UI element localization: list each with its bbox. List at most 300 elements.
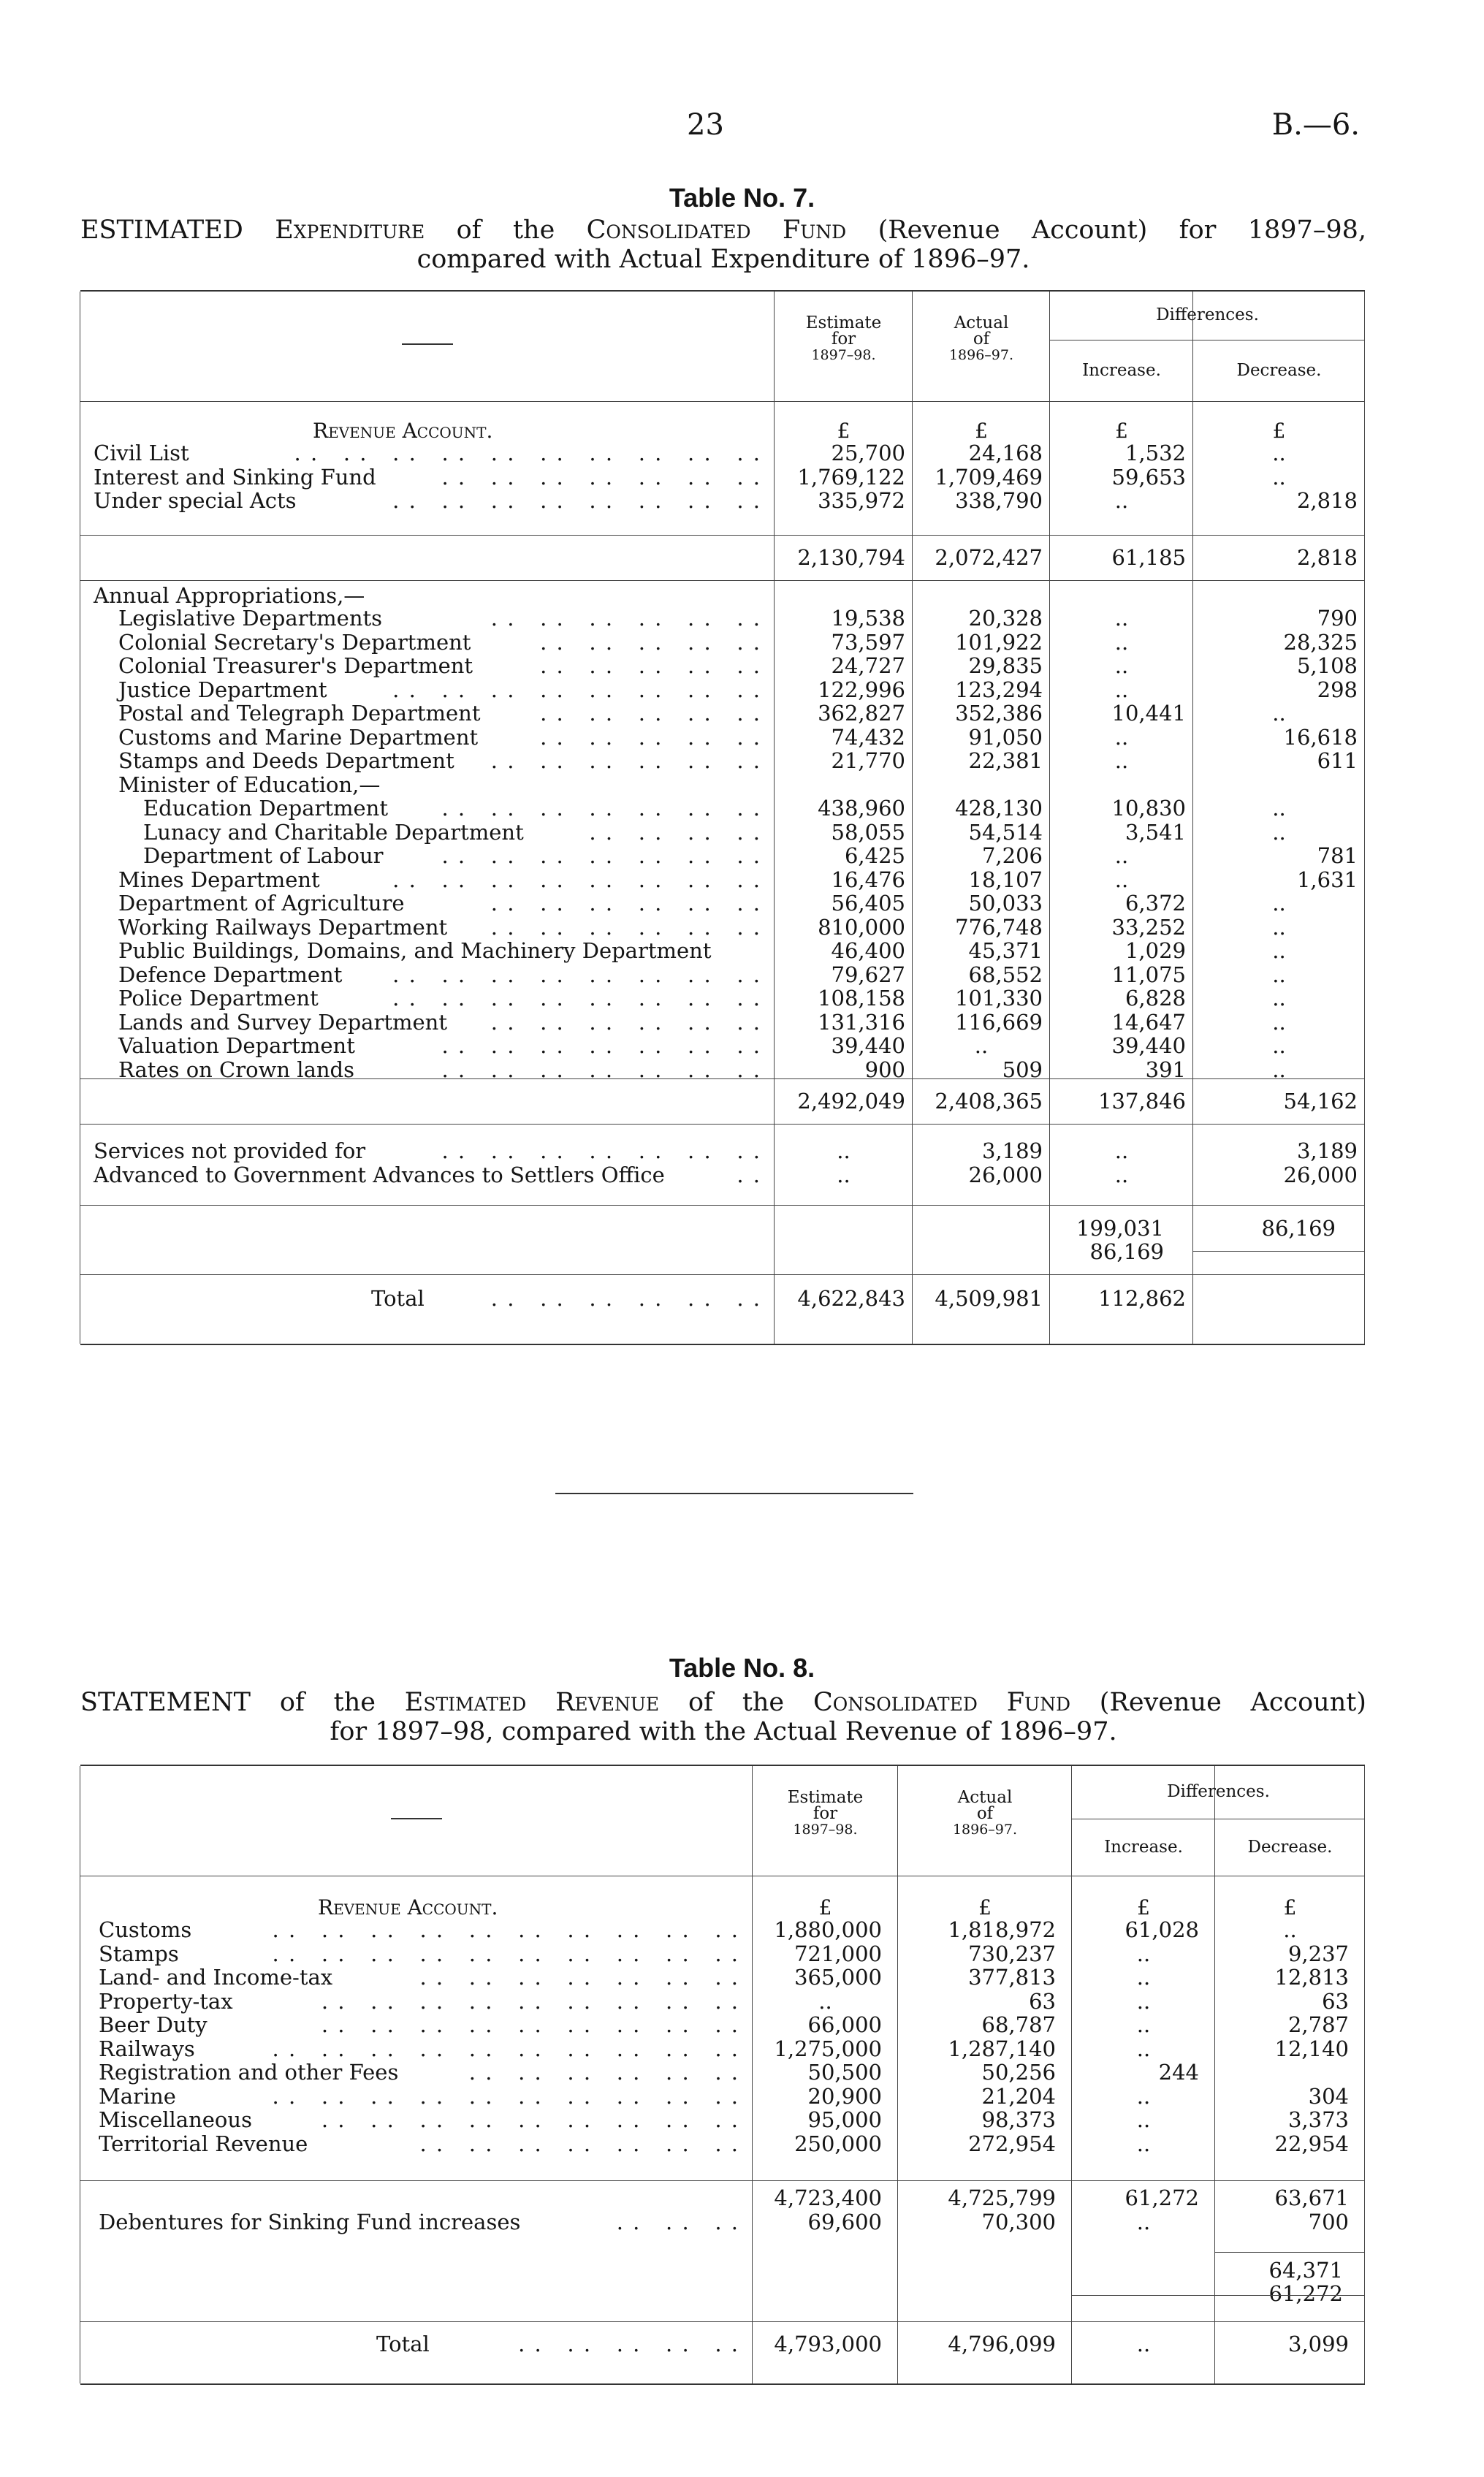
table8-row-label: Beer Duty <box>99 2012 208 2037</box>
table7-header-actual-line: 1896–97. <box>948 347 1014 363</box>
table7-row-decrease: 26,000 <box>1283 1162 1358 1187</box>
table7-header-estimate <box>775 315 913 363</box>
table8-caption <box>80 1688 1366 1746</box>
table7-row-decrease: 5,108 <box>1296 653 1358 678</box>
table7-row-actual: 26,000 <box>968 1162 1043 1187</box>
table7-row-label: Police Department <box>118 986 319 1011</box>
table7-row-decrease: .. <box>1272 938 1286 963</box>
table8-row-actual: 98,373 <box>981 2107 1056 2132</box>
table7-row <box>80 606 1365 630</box>
table8-row-decrease: 63 <box>1322 1988 1349 2014</box>
table8-total-leader: . . . . . . . . . . <box>518 2332 739 2356</box>
table7-row-increase: 14,647 <box>1111 1009 1186 1035</box>
table7-header-actual-line: of <box>973 330 990 349</box>
table8-row-label: Railways <box>99 2036 195 2061</box>
table7-row-leader: . . . . . . . . . . <box>540 629 761 655</box>
table7-row-estimate: 25,700 <box>831 441 905 465</box>
table7-row-increase: .. <box>1114 724 1129 750</box>
table7-row-estimate: 21,770 <box>831 748 905 773</box>
table7-row-estimate: 6,425 <box>844 843 905 868</box>
table7-row-decrease: .. <box>1272 701 1286 726</box>
table7-row-label: Stamps and Deeds Department <box>118 748 454 773</box>
table8-row-label: Territorial Revenue <box>99 2131 308 2156</box>
table8-sum-decrease: 64,371 <box>1268 2258 1343 2283</box>
table7-row-decrease: .. <box>1272 819 1286 845</box>
table7-header-estimate-line: 1897–98. <box>811 347 876 363</box>
table7-row-actual: 3,189 <box>981 1138 1043 1163</box>
table7-row-actual: 50,033 <box>968 891 1043 916</box>
table7-row-label: Colonial Treasurer's Department <box>118 653 473 678</box>
table8-row-increase: .. <box>1136 2012 1151 2037</box>
table7-row-actual: 428,130 <box>955 796 1043 821</box>
table7-row-decrease: .. <box>1272 1009 1286 1035</box>
table8-row-actual: 21,204 <box>981 2083 1056 2109</box>
table8-row-decrease: 22,954 <box>1274 2131 1349 2156</box>
table7-row-increase: .. <box>1114 653 1129 678</box>
table7-group2-total-estimate: 2,492,049 <box>797 1089 905 1114</box>
table8-debentures-decrease: 700 <box>1308 2210 1349 2234</box>
table7-row <box>80 844 1365 867</box>
table7-row-increase: .. <box>1114 677 1129 702</box>
table7-row-decrease: 2,818 <box>1296 488 1358 513</box>
table7-row-increase: 39,440 <box>1111 1033 1186 1058</box>
table7-row-estimate: 39,440 <box>831 1033 905 1058</box>
table7-total <box>80 1287 1365 1310</box>
table7-row-label: Colonial Secretary's Department <box>118 629 471 655</box>
table7-currency: £ <box>837 419 851 443</box>
table8-row-increase: .. <box>1136 2107 1151 2132</box>
table8-row-actual: 68,787 <box>981 2012 1056 2037</box>
table7-row <box>80 1139 1365 1163</box>
table7-row-label: Working Railways Department <box>118 914 448 940</box>
table7-row-label: Legislative Departments <box>118 606 383 631</box>
table7-header-differences: Differences. <box>1156 305 1259 324</box>
table7-header-estimate-line: Estimate <box>805 313 882 332</box>
table7-header-decrease: Decrease. <box>1236 361 1322 380</box>
table8-row-increase: .. <box>1136 2036 1151 2061</box>
table7-row-actual: 24,168 <box>968 441 1043 465</box>
table7-row-decrease: .. <box>1272 441 1286 465</box>
table7-row <box>80 701 1365 725</box>
table8 <box>80 1765 1365 2385</box>
table7-row-actual: 20,328 <box>968 606 1043 631</box>
table8-row-decrease: 12,813 <box>1274 1965 1349 1990</box>
table8-row <box>80 1990 1365 2013</box>
table8-stub-dash <box>391 1818 442 1819</box>
table7-row-decrease: .. <box>1272 986 1286 1011</box>
table8-row <box>80 2132 1365 2156</box>
table7-group1-total-actual: 2,072,427 <box>935 545 1043 570</box>
table8-row-actual: 1,287,140 <box>948 2036 1056 2061</box>
table8-header-actual-line: Actual <box>957 1788 1013 1807</box>
table8-row-increase: 244 <box>1158 2060 1199 2085</box>
table8-header-increase: Increase. <box>1104 1838 1183 1857</box>
table7-row-actual: 91,050 <box>968 724 1043 750</box>
table7-header-actual <box>913 315 1050 363</box>
table8-header-actual-line: of <box>976 1804 994 1823</box>
table7-row-decrease: .. <box>1272 796 1286 821</box>
table8-row-estimate: 365,000 <box>794 1965 882 1990</box>
table8-row-decrease: 3,373 <box>1287 2107 1349 2132</box>
table7-currency: £ <box>1272 419 1286 443</box>
table8-row-label: Land- and Income-tax <box>99 1965 333 1990</box>
table7-row <box>80 1058 1365 1081</box>
table7-row-leader: . . . . . . . . . . . . . . <box>441 464 761 490</box>
table7-row-increase: .. <box>1114 629 1129 655</box>
table7-row-actual: 22,381 <box>968 748 1043 773</box>
table7-row-decrease: .. <box>1272 891 1286 916</box>
table8-total-decrease: 3,099 <box>1287 2332 1349 2356</box>
table8-row-estimate: 1,275,000 <box>774 2036 882 2061</box>
table8-row-increase: .. <box>1136 2083 1151 2109</box>
table7-row-decrease: 298 <box>1317 677 1358 702</box>
table7-row <box>80 1163 1365 1187</box>
table7-row-actual: 1,709,469 <box>935 464 1043 490</box>
table7-row <box>80 489 1365 512</box>
table7-row-leader: . . . . . . . . . . . . . . <box>441 1138 761 1163</box>
table7-row-decrease: 28,325 <box>1283 629 1358 655</box>
table8-subtotal-decrease: 63,671 <box>1274 2185 1349 2210</box>
table8-row-estimate: 20,900 <box>807 2083 882 2109</box>
table7-total-estimate: 4,622,843 <box>797 1286 905 1311</box>
table7-row <box>80 868 1365 891</box>
table8-debentures <box>80 2210 1365 2234</box>
table7-row-label: Customs and Marine Department <box>118 724 479 750</box>
table8-subtotal <box>80 2186 1365 2210</box>
table7-row-actual: 509 <box>1002 1057 1043 1082</box>
table8-row-increase: .. <box>1136 1965 1151 1990</box>
table7-row-estimate: 1,769,122 <box>797 464 905 490</box>
table8-row-decrease: 9,237 <box>1287 1941 1349 1966</box>
table8-row-label: Registration and other Fees <box>99 2060 399 2085</box>
table7-row-increase: 391 <box>1145 1057 1186 1082</box>
table8-row-estimate: 721,000 <box>794 1941 882 1966</box>
table7-row-label: Department of Labour <box>143 843 384 868</box>
table7-row-estimate: 19,538 <box>831 606 905 631</box>
table8-total-rule <box>80 2321 1365 2322</box>
table8-row-estimate: 95,000 <box>807 2107 882 2132</box>
table7-currency: £ <box>1115 419 1128 443</box>
table7-row-leader: . . . . . . . . . . . . . . . . <box>392 488 761 513</box>
table7-header-estimate-line: for <box>831 330 856 349</box>
table8-header-estimate-line: Estimate <box>787 1788 864 1807</box>
table8-currency: £ <box>818 1895 832 1919</box>
table7-row-label: Department of Agriculture <box>118 891 405 916</box>
table7-total-actual: 4,509,981 <box>935 1286 1043 1311</box>
table7-row-estimate: .. <box>837 1162 851 1187</box>
table7-row <box>80 441 1365 465</box>
table7-row-leader: . . . . . . . . . . <box>540 653 761 678</box>
table7-row-leader: . . . . . . . . . . . . <box>490 891 761 916</box>
table8-header-actual-line: 1896–97. <box>952 1822 1018 1838</box>
table7-row-label: Justice Department <box>118 677 327 702</box>
table7-group2-total-actual: 2,408,365 <box>935 1089 1043 1114</box>
table8-header-estimate-line: 1897–98. <box>793 1822 858 1838</box>
table7-row-estimate: 79,627 <box>831 962 905 987</box>
table7-row-increase: 10,830 <box>1111 796 1186 821</box>
table8-row <box>80 1966 1365 1989</box>
table7-group1-total-increase: 61,185 <box>1111 545 1186 570</box>
table8-row-label: Property-tax <box>99 1988 233 2014</box>
table7-row-estimate: 900 <box>864 1057 905 1082</box>
table7-row-leader: . . . . . . . . . . . . . . . . <box>392 677 761 702</box>
table7-row-increase: 1,532 <box>1125 441 1186 465</box>
table7-row-leader: . . . . . . . . . . . . <box>490 748 761 773</box>
table7-row-label: Defence Department <box>118 962 343 987</box>
table7-group2-total-increase: 137,846 <box>1098 1089 1186 1114</box>
table7-row-label: Services not provided for <box>94 1138 366 1163</box>
table7-row-leader: . . . . . . . . . . . . <box>490 914 761 940</box>
table8-header-decrease: Decrease. <box>1247 1838 1333 1857</box>
table7-caption-line2: compared with Actual Expenditure of 1896–97. <box>416 245 1030 274</box>
table7-total-leader: . . . . . . . . . . . . <box>490 1286 761 1311</box>
table7-row-increase: .. <box>1114 843 1129 868</box>
table7-row-estimate: 131,316 <box>818 1009 905 1035</box>
table7-row <box>80 654 1365 677</box>
table7-row-estimate: 108,158 <box>818 986 905 1011</box>
table7-row-label: Public Buildings, Domains, and Machinery Department <box>118 938 712 963</box>
table7-row-estimate: 74,432 <box>831 724 905 750</box>
table7-row-leader: . . . . . . . . . . . . . . <box>441 796 761 821</box>
table7-row-estimate: 335,972 <box>818 488 905 513</box>
table7-row-decrease: 790 <box>1317 606 1358 631</box>
table7-row-increase: .. <box>1114 1138 1129 1163</box>
table7-row <box>80 1034 1365 1057</box>
table7-row <box>80 773 1365 796</box>
table7-row-label: Lunacy and Charitable Department <box>143 819 524 845</box>
table7-row <box>80 678 1365 701</box>
table8-row-estimate: 50,500 <box>807 2060 882 2085</box>
table8-subtotal-rule <box>80 2180 1365 2181</box>
table7-row-label: Mines Department <box>118 867 320 892</box>
table7-row <box>80 796 1365 820</box>
table7-row <box>80 631 1365 654</box>
table8-total <box>80 2332 1365 2356</box>
table8-row-estimate: 66,000 <box>807 2012 882 2037</box>
table7-row-increase: 11,075 <box>1111 962 1186 987</box>
table7-row-increase: 6,828 <box>1125 986 1186 1011</box>
table8-row <box>80 2085 1365 2108</box>
table7-row-decrease: .. <box>1272 914 1286 940</box>
table8-row-actual: 377,813 <box>968 1965 1056 1990</box>
table7-group1-total-decrease: 2,818 <box>1296 545 1358 570</box>
table7-row-estimate: 16,476 <box>831 867 905 892</box>
table7-row-leader: . . . . . . . . . . <box>540 701 761 726</box>
table8-row-leader: . . . . . . . . . . . . . . <box>419 2131 739 2156</box>
table7-subtotal-rule <box>80 535 1365 536</box>
table7-row-increase: .. <box>1114 488 1129 513</box>
table7-total-rule <box>80 1274 1365 1275</box>
table7-subtotal-rule <box>80 580 1365 581</box>
table7-row-actual: 338,790 <box>955 488 1043 513</box>
table7-row-actual: 18,107 <box>968 867 1043 892</box>
table8-row-label: Stamps <box>99 1941 179 1966</box>
table7-annual-label <box>80 584 1365 607</box>
table7-header-increase: Increase. <box>1082 361 1161 380</box>
table8-row-actual: 272,954 <box>968 2131 1056 2156</box>
table7-row-actual: 116,669 <box>955 1009 1043 1035</box>
table7-row <box>80 726 1365 749</box>
table7-row-estimate: 24,727 <box>831 653 905 678</box>
series-reference: B.—6. <box>1271 108 1360 142</box>
table8-debentures-increase: .. <box>1136 2210 1151 2234</box>
table8-row <box>80 1918 1365 1941</box>
table7-currency: £ <box>975 419 988 443</box>
table7-total-label: Total <box>371 1286 425 1311</box>
table7-row-leader: . . . . . . . . . . . . <box>490 606 761 631</box>
table8-row <box>80 2061 1365 2084</box>
table7-row-decrease: 1,631 <box>1296 867 1358 892</box>
table7-row <box>80 916 1365 939</box>
table7-row-estimate: 438,960 <box>818 796 905 821</box>
table8-row <box>80 2108 1365 2131</box>
table7-row-actual: 45,371 <box>968 938 1043 963</box>
table8-subtotal-actual: 4,725,799 <box>948 2185 1056 2210</box>
table7-sum-rule <box>80 1205 1365 1206</box>
table7-row-leader: . . . . . . . . . . <box>540 724 761 750</box>
table7-row-estimate: 73,597 <box>831 629 905 655</box>
table7-row-label: Education Department <box>143 796 389 821</box>
table8-header-differences: Differences. <box>1167 1782 1270 1801</box>
table7-row-actual: 352,386 <box>955 701 1043 726</box>
table7 <box>80 290 1365 1345</box>
table8-row-estimate: 250,000 <box>794 2131 882 2156</box>
table8-caption-line1: STATEMENT of the Estimated Revenue of the Consolidated Fund (Revenue Account) <box>80 1688 1366 1717</box>
table7-row-label: Civil List <box>94 441 189 465</box>
table8-row-leader: . . . . . . . . . . . . . . . . . . . . <box>272 2036 739 2061</box>
table8-total-estimate: 4,793,000 <box>774 2332 882 2356</box>
table8-row-leader: . . . . . . . . . . . . . . <box>419 1965 739 1990</box>
table8-row-increase: .. <box>1136 2131 1151 2156</box>
table8-row-leader: . . . . . . . . . . . . <box>468 2060 739 2085</box>
table7-row-decrease: .. <box>1272 1057 1286 1082</box>
table7-row-actual: 68,552 <box>968 962 1043 987</box>
table7-row-label: Advanced to Government Advances to Settlers Office <box>94 1162 665 1187</box>
table7-row <box>80 1011 1365 1034</box>
table8-row-actual: 50,256 <box>981 2060 1056 2085</box>
table8-currency: £ <box>1137 1895 1150 1919</box>
table7-row-decrease: 611 <box>1317 748 1358 773</box>
table7-row-actual: 776,748 <box>955 914 1043 940</box>
table8-row <box>80 2037 1365 2061</box>
table8-row <box>80 1942 1365 1966</box>
table7-header-rule <box>80 401 1365 402</box>
table8-row-actual: 63 <box>1029 1988 1056 2014</box>
table8-total-increase: .. <box>1136 2332 1151 2356</box>
table8-subtotal-increase: 61,272 <box>1125 2185 1199 2210</box>
table7-row-decrease: 3,189 <box>1296 1138 1358 1163</box>
table7-row <box>80 465 1365 489</box>
table8-row-increase: 61,028 <box>1125 1917 1199 1942</box>
table8-sum-rule <box>1215 2252 1365 2253</box>
table7-row <box>80 821 1365 844</box>
table8-row-decrease: .. <box>1283 1917 1297 1942</box>
table8-debentures-actual: 70,300 <box>981 2210 1056 2234</box>
table8-sum-decrease-less: 61,272 <box>1268 2281 1343 2306</box>
table7-row-leader: . . . . . . . . . . . . . . . . <box>392 986 761 1011</box>
table7-row-leader: . . . . . . . . . . . . <box>490 1009 761 1035</box>
table8-row-decrease: 12,140 <box>1274 2036 1349 2061</box>
table7-row <box>80 986 1365 1010</box>
table8-currency: £ <box>1283 1895 1297 1919</box>
table8-subtotal-estimate: 4,723,400 <box>774 2185 882 2210</box>
table7-row-label: Lands and Survey Department <box>118 1009 447 1035</box>
table7-row-estimate: 46,400 <box>831 938 905 963</box>
table7-row-increase: 10,441 <box>1111 701 1186 726</box>
table7-row-increase: .. <box>1114 606 1129 631</box>
table7-group1-total-estimate: 2,130,794 <box>797 545 905 570</box>
table7-annual-label-text: Annual Appropriations,— <box>94 583 365 608</box>
table7-row-increase: .. <box>1114 867 1129 892</box>
table8-currency: £ <box>978 1895 992 1919</box>
table7-row <box>80 939 1365 962</box>
table7-row-label: Interest and Sinking Fund <box>94 464 376 490</box>
table7-title: Table No. 7. <box>669 183 815 213</box>
table7-header-actual-line: Actual <box>954 313 1009 332</box>
table7-row-leader: . . . . . . . . . . . . . . <box>441 1033 761 1058</box>
table7-row-decrease: 16,618 <box>1283 724 1358 750</box>
table8-row-increase: .. <box>1136 1988 1151 2014</box>
table8-row-estimate: 1,880,000 <box>774 1917 882 1942</box>
table8-row-leader: . . . . . . . . . . . . . . . . . . <box>321 1988 739 2014</box>
table8-debentures-leader: . . . . . . <box>616 2210 739 2234</box>
table7-row-actual: 54,514 <box>968 819 1043 845</box>
table7-row-increase: 3,541 <box>1125 819 1186 845</box>
table7-row-estimate: 122,996 <box>818 677 905 702</box>
table7-row-leader: . . <box>737 1162 761 1187</box>
table7-section-label: Revenue Account. <box>313 419 493 443</box>
table7-row-leader: . . . . . . . . . . . . . . . . <box>392 962 761 987</box>
table7-row-decrease: 781 <box>1317 843 1358 868</box>
table8-row-leader: . . . . . . . . . . . . . . . . . . . . <box>272 2083 739 2109</box>
table8-row-leader: . . . . . . . . . . . . . . . . . . . . <box>272 1941 739 1966</box>
section-divider <box>555 1493 913 1494</box>
table8-row-decrease: 2,787 <box>1287 2012 1349 2037</box>
table7-sum-decrease: 86,169 <box>1261 1216 1336 1241</box>
table7-stub-dash <box>402 343 453 345</box>
table7-row-leader: . . . . . . . . . . . . . . <box>441 1057 761 1082</box>
table7-row-leader: . . . . . . . . <box>589 819 761 845</box>
table7-row-actual: 101,922 <box>955 629 1043 655</box>
table7-group2-total-decrease: 54,162 <box>1283 1089 1358 1114</box>
table7-row-actual: 7,206 <box>981 843 1043 868</box>
table7-row <box>80 963 1365 986</box>
table7-row-decrease: .. <box>1272 1033 1286 1058</box>
table8-header-actual <box>898 1789 1072 1838</box>
table7-row-label: Postal and Telegraph Department <box>118 701 481 726</box>
table7-subtotal-rule <box>80 1078 1365 1079</box>
table8-row <box>80 2013 1365 2036</box>
table7-subtotal-rule <box>80 1124 1365 1125</box>
table7-row-actual: .. <box>974 1033 989 1058</box>
table8-row-leader: . . . . . . . . . . . . . . . . . . <box>321 2107 739 2132</box>
table7-row-estimate: .. <box>837 1138 851 1163</box>
table7-row-increase: 1,029 <box>1125 938 1186 963</box>
table8-row-actual: 730,237 <box>968 1941 1056 1966</box>
table7-group1-total <box>80 546 1365 569</box>
table8-row-label: Marine <box>99 2083 176 2109</box>
table8-row-increase: .. <box>1136 1941 1151 1966</box>
table7-row-decrease: .. <box>1272 962 1286 987</box>
table8-caption-line2: for 1897–98, compared with the Actual Revenue of 1896–97. <box>330 1717 1117 1746</box>
table7-caption-line1: ESTIMATED Expenditure of the Consolidated Fund (Revenue Account) for 1897–98, <box>80 216 1366 245</box>
table8-header-estimate-line: for <box>813 1804 838 1823</box>
table7-row-increase: 59,653 <box>1111 464 1186 490</box>
table8-row-estimate: .. <box>818 1988 832 2014</box>
table7-caption <box>80 216 1366 274</box>
table7-row-increase: .. <box>1114 748 1129 773</box>
table7-row-actual: 123,294 <box>955 677 1043 702</box>
